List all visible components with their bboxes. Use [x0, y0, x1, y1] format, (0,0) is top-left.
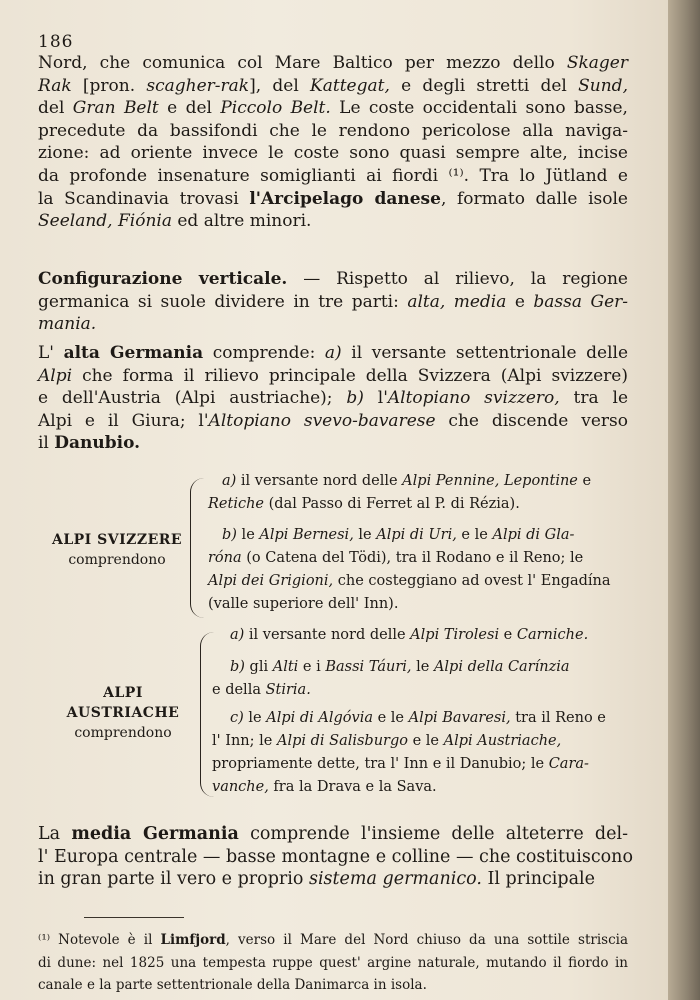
swiss-item-line [208, 593, 398, 616]
text-line [38, 188, 628, 211]
swiss-alps-label [42, 530, 192, 570]
text-run: a) [230, 627, 245, 643]
text-line [38, 291, 628, 314]
text-run: sistema germanico. [308, 869, 482, 890]
austrian-item-line [212, 730, 561, 753]
text-run: alta Germania [63, 343, 204, 363]
text-run: e le [456, 527, 493, 543]
text-run: Alpi di Salisburgo [276, 733, 408, 749]
swiss-item-line [208, 547, 583, 570]
text-run: Retiche [208, 496, 265, 512]
text-run: e degli stretti del [389, 75, 579, 96]
text-run: zione: ad oriente invece le coste sono quasi sempre alte, incise [38, 143, 628, 164]
text-run: Carniche. [516, 627, 589, 643]
text-run: — Rispetto al rilievo, la regione [287, 269, 628, 289]
text-run: (o Catena del Tödi), tra il Rodano e il Reno; le [241, 550, 584, 566]
text-run: alta, media [407, 291, 507, 312]
text-run: in gran parte il vero e proprio [38, 869, 309, 890]
text-run: l' [363, 388, 388, 409]
austrian-alps-title-2: AUSTRIACHE [66, 705, 180, 721]
paragraph-middle-germany [38, 822, 633, 890]
text-run: Nord, che comunica col Mare Baltico per mezzo dello [38, 53, 567, 73]
text-run: l' Europa centrale — basse montagne e colline — che costituiscono [38, 846, 633, 867]
text-run: il [38, 433, 55, 454]
text-run: il versante nord delle [236, 473, 403, 489]
text-run: le [411, 659, 434, 675]
text-line [38, 976, 628, 999]
text-run: Le coste occidentali sono basse, [330, 98, 628, 119]
swiss-alps-subtitle: comprendono [68, 552, 166, 568]
austrian-alps-subtitle: comprendono [74, 725, 172, 741]
text-run: ], del [249, 75, 311, 96]
swiss-item-line [208, 493, 520, 516]
page-number: 186 [38, 32, 74, 52]
text-run: l' Inn; le [212, 733, 277, 749]
text-line [38, 313, 628, 336]
text-run: Alpi Bernesi, [259, 527, 354, 543]
text-run: Danubio. [54, 433, 141, 454]
text-run: Altopiano svizzero, [387, 388, 560, 409]
text-run: e i [298, 659, 326, 675]
text-run: (dal Passo di Ferret al P. di Rézia). [264, 496, 520, 512]
text-run: tra il Reno e [510, 710, 606, 726]
text-run: da profonde insenature somiglianti ai fiordi ⁽¹⁾. Tra lo Jütland e [38, 165, 628, 186]
text-line [38, 342, 628, 365]
text-run: comprende l'insieme delle alteterre del- [238, 824, 629, 844]
text-run: che costeggiano ad ovest l' Engadína [333, 573, 611, 589]
text-line [38, 931, 628, 954]
text-run: Alpi di Algóvia [266, 710, 373, 726]
austrian-item-line [230, 624, 588, 647]
text-run: b) [230, 659, 245, 675]
text-run: Alpi Bavaresi, [408, 710, 511, 726]
text-run: il versante settentrionale delle [341, 343, 629, 363]
text-run: canale e la parte settentrionale della Danimarca in isola. [38, 977, 427, 994]
text-run: e le [408, 733, 444, 749]
austrian-item-line [212, 776, 437, 799]
text-run: Cara- [548, 756, 589, 772]
text-run: Alpi della Carínzia [433, 659, 570, 675]
text-run: Alpi di Uri, [376, 527, 457, 543]
text-run: precedute da bassifondi che le rendono pericolose alla naviga- [38, 120, 628, 141]
text-run: propriamente dette, tra l' Inn e il Danubio; le [212, 756, 549, 772]
text-run: Rak [38, 75, 72, 96]
austrian-item-line [212, 679, 311, 702]
text-run: Gran Belt [72, 98, 159, 119]
text-run: mania. [38, 314, 97, 335]
text-run: Alti [272, 659, 299, 675]
text-run: Alpi e il Giura; l' [38, 410, 209, 431]
text-run: tra le [559, 388, 629, 409]
text-run: e le [372, 710, 409, 726]
austrian-alps-title-1: ALPI [103, 685, 143, 701]
text-line [38, 75, 628, 98]
text-run: Skager [566, 53, 628, 73]
footnote [38, 931, 628, 999]
text-run: Alpi di Gla- [492, 527, 575, 543]
swiss-item-line [222, 470, 591, 493]
text-run: Seeland, Fiónia [38, 211, 172, 232]
text-line [38, 822, 628, 845]
text-run: Piccolo Belt. [220, 98, 331, 119]
swiss-item-line [222, 524, 574, 547]
text-run: bassa Ger- [533, 291, 628, 312]
text-run: il versante nord delle [244, 627, 411, 643]
text-run: Bassi Táuri, [325, 659, 412, 675]
text-run: le [243, 710, 267, 726]
text-run: che discende verso [435, 410, 628, 431]
footnote-rule [84, 917, 184, 918]
text-run: ed altre minori. [171, 211, 312, 232]
text-run: róna [208, 550, 242, 566]
text-run: fra la Drava e la Sava. [268, 779, 437, 795]
text-run: Alpi Pennine, Lepontine [402, 473, 578, 489]
book-page-edge [668, 0, 700, 1000]
paragraph-upper-germany [38, 342, 628, 455]
text-run: e dell'Austria (Alpi austriache); [38, 388, 347, 409]
text-run: e [499, 627, 517, 643]
text-run: c) [230, 710, 244, 726]
text-line [38, 165, 628, 188]
text-run: Alpi Austriache, [443, 733, 562, 749]
austrian-alps-label [48, 683, 198, 743]
austrian-item-line [212, 753, 589, 776]
text-line [38, 120, 628, 143]
paragraph-north-sea [38, 52, 628, 233]
text-run: Alpi Tirolesi [410, 627, 500, 643]
text-line [38, 142, 628, 165]
text-run: Stiria. [265, 682, 311, 698]
text-run: la Scandinavia trovasi [38, 188, 250, 209]
text-run: e [577, 473, 592, 489]
text-line [38, 432, 628, 455]
text-run: , formato dalle isole [440, 188, 628, 209]
text-run: l'Arcipelago danese [249, 188, 441, 209]
text-run: a) [324, 343, 342, 363]
swiss-alps-brace [190, 478, 207, 618]
text-run: che forma il rilievo principale della Svizzera (Alpi svizzere) [72, 365, 628, 386]
text-run: [pron. [71, 75, 147, 96]
text-run: Kattegat, [310, 75, 390, 96]
austrian-item-line [230, 656, 570, 679]
text-line [38, 210, 628, 233]
text-run: La [38, 824, 72, 844]
text-run: b) [346, 388, 364, 409]
text-line [38, 387, 628, 410]
text-run: media Germania [71, 824, 239, 844]
text-run: Altopiano svevo-bavarese [208, 410, 436, 431]
austrian-item-line [230, 707, 606, 730]
text-run: Sund, [578, 75, 628, 96]
text-run: e della [212, 682, 266, 698]
text-line [38, 97, 628, 120]
text-line [38, 268, 628, 291]
text-run: scagher-rak [146, 75, 250, 96]
text-line [38, 410, 628, 433]
text-run: germanica si suole dividere in tre parti: [38, 291, 408, 312]
text-run: Limfjord [160, 932, 226, 948]
paragraph-vertical-configuration [38, 268, 628, 336]
text-run: Il principale [481, 869, 595, 890]
swiss-item-line [208, 570, 611, 593]
text-run: e del [158, 98, 221, 119]
text-run: e [506, 291, 534, 312]
text-run: le [236, 527, 260, 543]
text-run: gli [244, 659, 273, 675]
text-run: L' [38, 343, 64, 363]
text-run: le [353, 527, 377, 543]
text-run: a) [222, 473, 237, 489]
text-run: , verso il Mare del Nord chiuso da una sottile striscia [225, 932, 628, 948]
text-line [38, 867, 628, 890]
text-run: b) [222, 527, 237, 543]
swiss-alps-title: ALPI SVIZZERE [51, 532, 183, 548]
text-run: Configurazione verticale. [38, 269, 288, 289]
text-line [38, 954, 628, 977]
text-line [38, 365, 628, 388]
text-run: di dune: nel 1825 una tempesta ruppe quest' argine naturale, mutando il fiordo in [38, 954, 628, 971]
text-run: vanche, [212, 779, 269, 795]
text-run: (valle superiore dell' Inn). [208, 596, 399, 612]
text-run: Alpi dei Grigioni, [208, 573, 334, 589]
text-run: comprende: [203, 343, 325, 363]
text-run: del [38, 98, 73, 119]
text-line [38, 845, 633, 868]
text-line [38, 52, 628, 75]
text-run: ⁽¹⁾ Notevole è il [38, 932, 161, 948]
text-run: Alpi [38, 365, 73, 386]
